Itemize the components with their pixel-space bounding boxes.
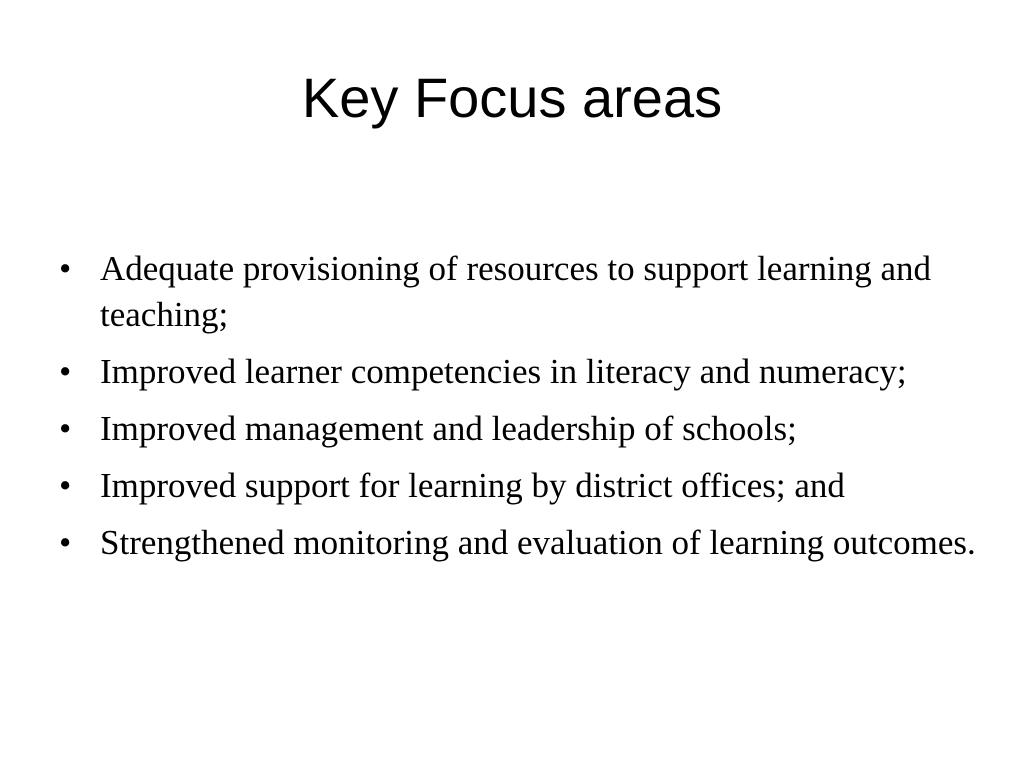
bullet-icon: •	[59, 249, 72, 288]
list-item	[56, 520, 976, 566]
bullet-text: Improved support for learning by district offices; and	[100, 466, 845, 505]
bullet-icon: •	[59, 352, 72, 391]
bullet-text: Adequate provisioning of resources to support learning and teaching;	[100, 249, 932, 334]
bullet-icon: •	[59, 466, 72, 505]
list-item	[56, 246, 976, 338]
list-item	[56, 463, 976, 509]
bullet-icon: •	[59, 523, 72, 562]
bullet-list	[56, 246, 976, 577]
bullet-text: Improved learner competencies in literacy and numeracy;	[100, 352, 907, 391]
bullet-text: Improved management and leadership of schools;	[100, 409, 797, 448]
bullet-text: Strengthened monitoring and evaluation of learning outcomes.	[100, 523, 976, 562]
bullet-icon: •	[59, 409, 72, 448]
list-item	[56, 406, 976, 452]
slide-title: Key Focus areas	[301, 66, 723, 129]
list-item	[56, 349, 976, 395]
